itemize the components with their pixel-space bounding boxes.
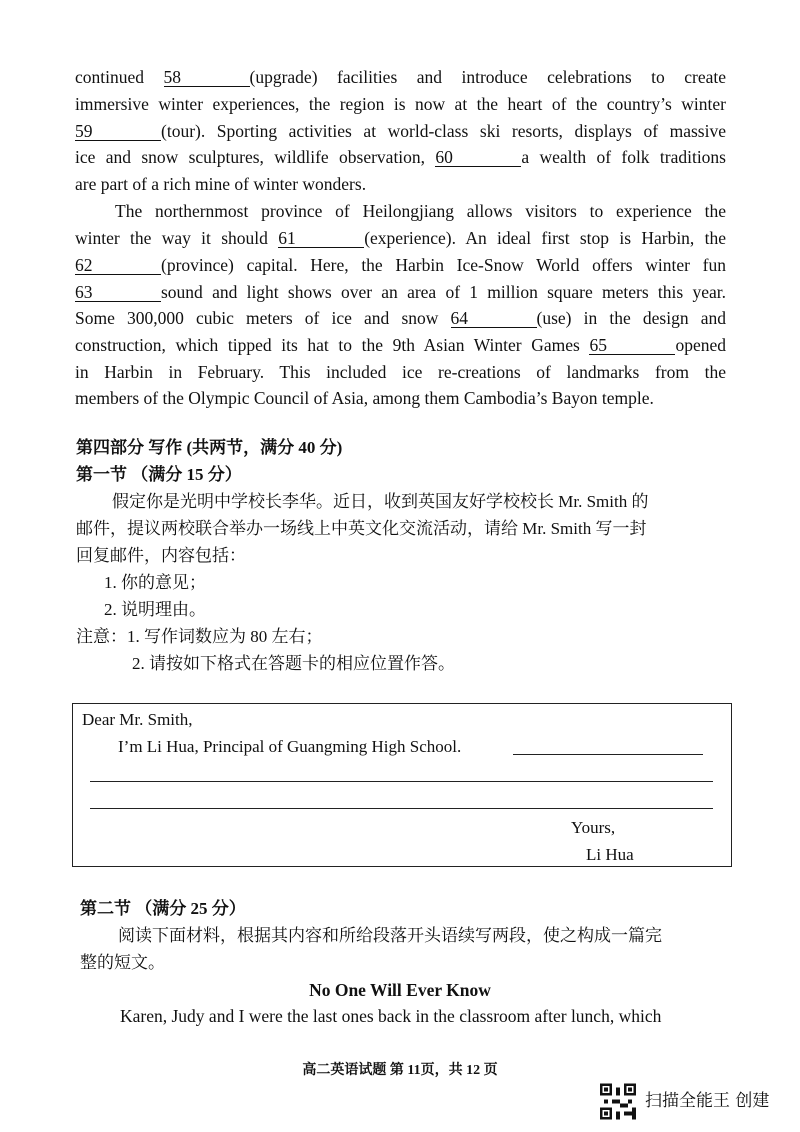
passage-line <box>75 387 726 409</box>
passage-text: (use) in the design and <box>536 308 726 328</box>
story-first-line: Karen, Judy and I were the last ones back in the classroom after lunch, which <box>120 1006 662 1026</box>
passage-line <box>75 173 726 195</box>
qr-code-icon <box>600 1083 636 1120</box>
task-point-1: 1. 你的意见； <box>104 573 206 592</box>
page-footer: 高二英语试题 第 11页，共 12 页 <box>302 1063 498 1078</box>
cloze-blank: 59 <box>75 122 161 141</box>
passage-text: continued <box>75 67 164 87</box>
task-line-1: 假定你是光明中学校长李华。近日，收到英国友好学校校长 Mr. Smith 的 <box>112 492 649 511</box>
passage-text: (tour). Sporting activities at world-class ski resorts, displays of massive <box>161 121 726 141</box>
passage-text: (experience). An ideal first stop is Harbin, the <box>364 228 727 248</box>
letter-greeting: Dear Mr. Smith, <box>82 710 193 729</box>
writing-line <box>513 754 703 755</box>
passage-text: members of the Olympic Council of Asia, among them Cambodia’s Bayon temple. <box>75 388 654 408</box>
cloze-blank: 62 <box>75 256 161 275</box>
letter-closing: Yours, <box>571 818 616 837</box>
cloze-blank: 58 <box>164 68 250 87</box>
writing-line <box>90 781 713 782</box>
passage-line <box>75 307 726 329</box>
section-two-line-2: 整的短文。 <box>80 953 165 972</box>
letter-opening: I’m Li Hua, Principal of Guangming High School. <box>118 737 462 756</box>
task-point-2: 2. 说明理由。 <box>104 600 206 619</box>
passage-line <box>75 361 726 383</box>
note-2: 2. 请按如下格式在答题卡的相应位置作答。 <box>132 654 455 673</box>
passage-line <box>75 334 726 356</box>
letter-signature: Li Hua <box>586 845 634 864</box>
passage-text: Some 300,000 cubic meters of ice and snow <box>75 308 451 328</box>
task-line-3: 回复邮件，内容包括： <box>76 546 246 565</box>
passage-text: winter the way it should <box>75 228 279 248</box>
task-line-2: 邮件，提议两校联合举办一场线上中英文化交流活动，请给 Mr. Smith 写一封 <box>76 519 647 538</box>
passage-line <box>75 120 726 142</box>
part-four-title: 第四部分 写作 (共两节，满分 40 分) <box>76 438 343 457</box>
section-one-title: 第一节 （满分 15 分） <box>76 465 242 484</box>
section-two-title: 第二节 （满分 25 分） <box>80 899 246 918</box>
passage-line <box>75 281 726 303</box>
cloze-blank: 65 <box>589 336 675 355</box>
writing-line <box>90 808 713 809</box>
cloze-blank: 63 <box>75 283 161 302</box>
passage-line <box>75 227 726 249</box>
cloze-blank: 64 <box>451 309 537 328</box>
passage-line <box>75 146 726 168</box>
passage-line <box>75 66 726 88</box>
passage-text: are part of a rich mine of winter wonders. <box>75 174 367 194</box>
passage-line <box>75 254 726 276</box>
passage-line <box>75 200 726 222</box>
scanner-watermark: 扫描全能王 创建 <box>645 1091 770 1111</box>
story-title: No One Will Ever Know <box>309 980 491 1000</box>
passage-text: (province) capital. Here, the Harbin Ice-Snow World offers winter fun <box>161 255 726 275</box>
note-1: 注意：1. 写作词数应为 80 左右； <box>76 627 323 646</box>
passage-text: construction, which tipped its hat to the 9th Asian Winter Games <box>75 335 590 355</box>
passage-text: a wealth of folk traditions <box>521 147 726 167</box>
section-two-line-1: 阅读下面材料，根据其内容和所给段落开头语续写两段，使之构成一篇完 <box>118 926 662 945</box>
cloze-blank: 61 <box>278 229 364 248</box>
passage-text: ice and snow sculptures, wildlife observation, <box>75 147 436 167</box>
cloze-blank: 60 <box>435 148 521 167</box>
passage-text: (upgrade) facilities and introduce celebrations to create <box>249 67 726 87</box>
passage-text: in Harbin in February. This included ice re-creations of landmarks from the <box>75 362 726 382</box>
passage-text: opened <box>675 335 726 355</box>
passage-line <box>75 93 726 115</box>
passage-text: The northernmost province of Heilongjiang allows visitors to experience the <box>115 201 726 221</box>
passage-text: immersive winter experiences, the region is now at the heart of the country’s winter <box>75 94 726 114</box>
passage-text: sound and light shows over an area of 1 million square meters this year. <box>161 282 726 302</box>
